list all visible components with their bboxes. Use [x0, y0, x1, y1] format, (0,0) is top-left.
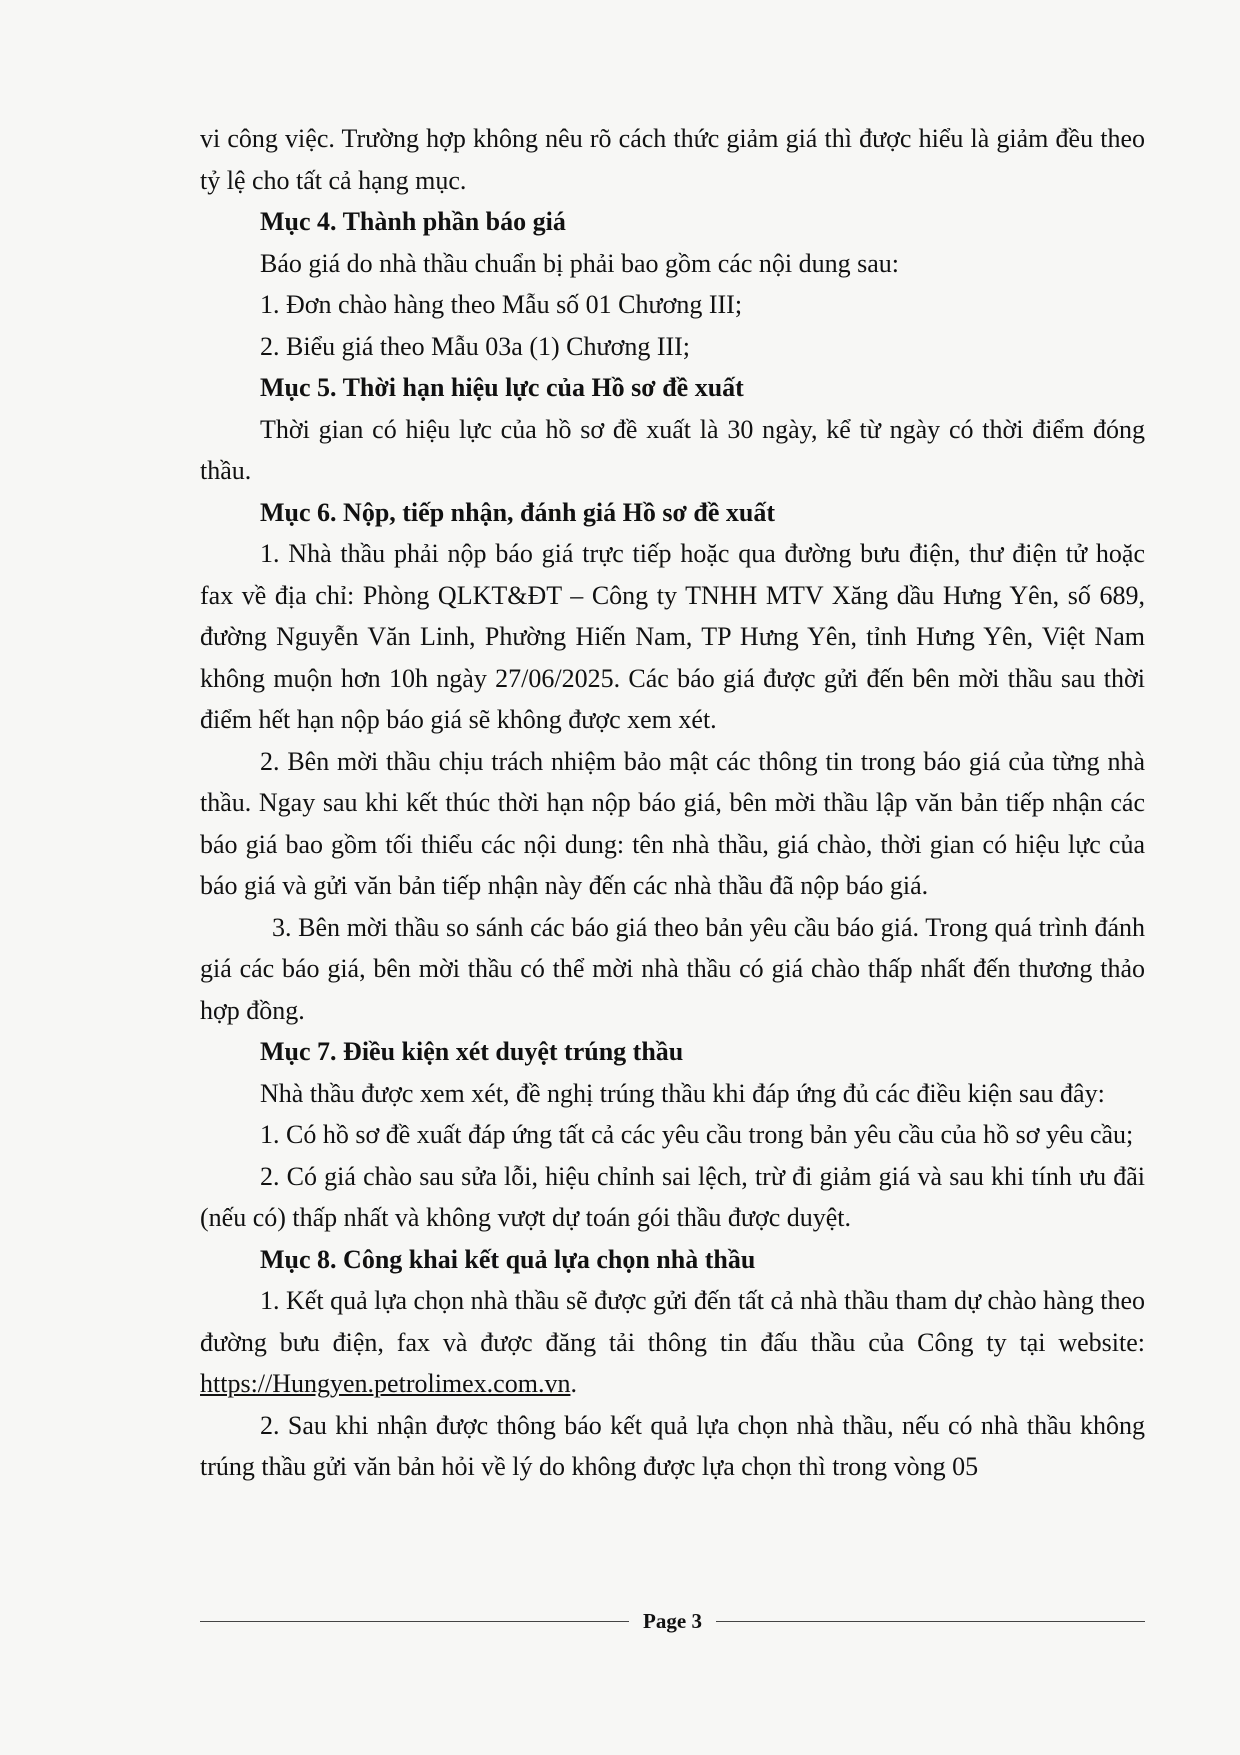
page-number: Page 3 [643, 1608, 702, 1633]
paragraph-6-3: 3. Bên mời thầu so sánh các báo giá theo bản yêu cầu báo giá. Trong quá trình đánh giá các báo giá, bên mời thầu có thể mời nhà thầu có giá chào thấp nhất đến thương thảo hợp đồng. [200, 912, 1145, 1025]
footer-rule-right [716, 1621, 1145, 1622]
section-heading-7: Mục 7. Điều kiện xét duyệt trúng thầu [260, 1037, 684, 1066]
document-body [200, 118, 1145, 1488]
paragraph-4-intro: Báo giá do nhà thầu chuẩn bị phải bao gồm các nội dung sau: [260, 248, 900, 278]
list-item-4-1: 1. Đơn chào hàng theo Mẫu số 01 Chương III; [260, 290, 743, 319]
page-footer [200, 1606, 1145, 1636]
paragraph-7-intro: Nhà thầu được xem xét, đề nghị trúng thầu khi đáp ứng đủ các điều kiện sau đây: [260, 1078, 1105, 1108]
paragraph-8-2: 2. Sau khi nhận được thông báo kết quả lựa chọn nhà thầu, nếu có nhà thầu không trúng thầu gửi văn bản hỏi về lý do không được lựa chọn thì trong vòng 05 [200, 1410, 1145, 1481]
section-heading-5: Mục 5. Thời hạn hiệu lực của Hồ sơ đề xuất [260, 373, 744, 402]
paragraph-7-1: 1. Có hồ sơ đề xuất đáp ứng tất cả các yêu cầu trong bản yêu cầu của hồ sơ yêu cầu; [260, 1120, 1134, 1149]
paragraph-8-1 [200, 1280, 1145, 1405]
paragraph-8-1-text: 1. Kết quả lựa chọn nhà thầu sẽ được gửi đến tất cả nhà thầu tham dự chào hàng theo đường bưu điện, fax và được đăng tải thông tin đấu thầu của Công ty tại website: [200, 1286, 1145, 1357]
paragraph-continuation: vi công việc. Trường hợp không nêu rõ cách thức giảm giá thì được hiểu là giảm đều theo tỷ lệ cho tất cả hạng mục. [200, 124, 1145, 195]
list-item-4-2: 2. Biểu giá theo Mẫu 03a (1) Chương III; [260, 331, 691, 361]
website-link[interactable]: https://Hungyen.petrolimex.com.vn [200, 1369, 571, 1398]
section-heading-4: Mục 4. Thành phần báo giá [260, 207, 566, 236]
section-heading-6: Mục 6. Nộp, tiếp nhận, đánh giá Hồ sơ đề xuất [260, 497, 775, 527]
section-heading-8: Mục 8. Công khai kết quả lựa chọn nhà thầu [260, 1244, 756, 1274]
paragraph-5: Thời gian có hiệu lực của hồ sơ đề xuất là 30 ngày, kể từ ngày có thời điểm đóng thầu. [200, 414, 1145, 485]
paragraph-8-1-end: . [570, 1369, 577, 1398]
footer-rule-left [200, 1621, 629, 1622]
paragraph-6-1: 1. Nhà thầu phải nộp báo giá trực tiếp hoặc qua đường bưu điện, thư điện tử hoặc fax về địa chỉ: Phòng QLKT&ĐT – Công ty TNHH MTV Xăng dầu Hưng Yên, số 689, đường Nguyễn Văn Linh, Phường Hiến Nam, TP Hưng Yên, tỉnh Hưng Yên, Việt Nam không muộn hơn 10h ngày 27/06/2025. Các báo giá được gửi đến bên mời thầu sau thời điểm hết hạn nộp báo giá sẽ không được xem xét. [200, 539, 1145, 734]
paragraph-7-2: 2. Có giá chào sau sửa lỗi, hiệu chỉnh sai lệch, trừ đi giảm giá và sau khi tính ưu đãi (nếu có) thấp nhất và không vượt dự toán gói thầu được duyệt. [200, 1161, 1145, 1232]
paragraph-6-2: 2. Bên mời thầu chịu trách nhiệm bảo mật các thông tin trong báo giá của từng nhà thầu. Ngay sau khi kết thúc thời hạn nộp báo giá, bên mời thầu lập văn bản tiếp nhận các báo giá bao gồm tối thiểu các nội dung: tên nhà thầu, giá chào, thời gian có hiệu lực của báo giá và gửi văn bản tiếp nhận này đến các nhà thầu đã nộp báo giá. [200, 746, 1145, 900]
